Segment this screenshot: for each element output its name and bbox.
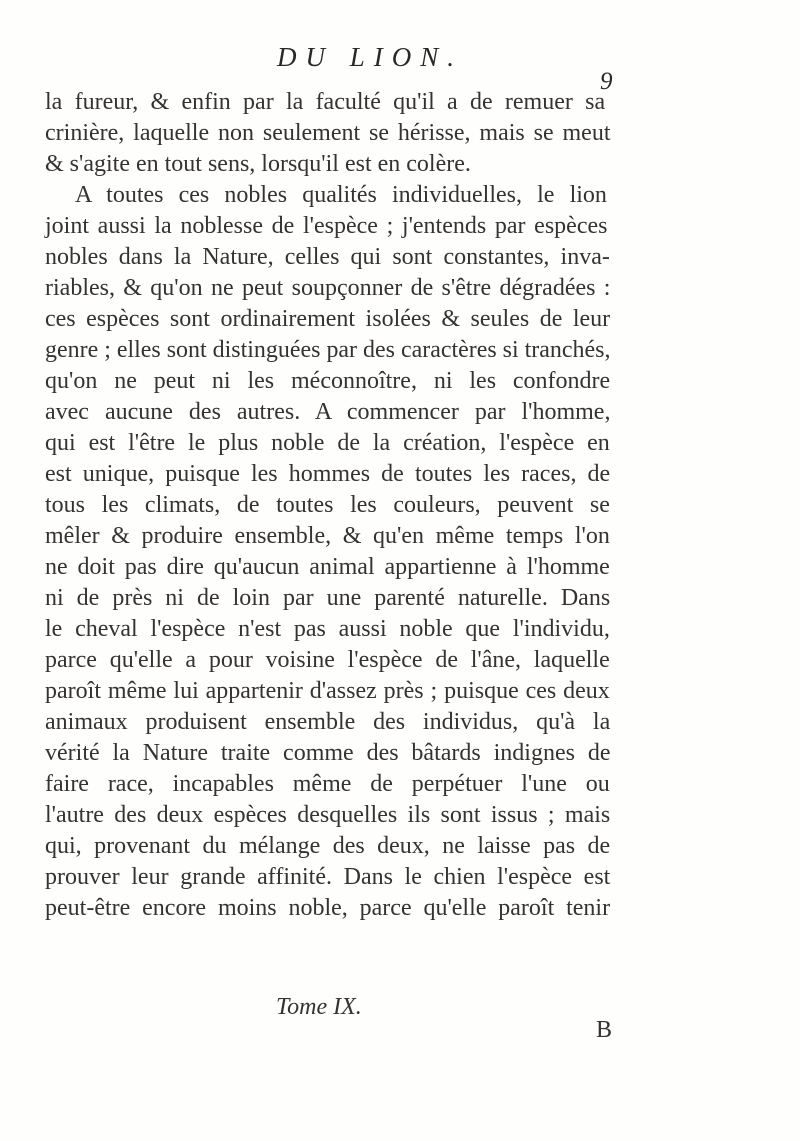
- text-line: avec aucune des autres. A commencer par l'homme,: [45, 399, 611, 425]
- text-line: tous les climats, de toutes les couleurs, peuvent se: [45, 492, 610, 518]
- text-line: est unique, puisque les hommes de toutes les races, de: [45, 461, 611, 487]
- text-line: ne doit pas dire qu'aucun animal appartienne à l'homme: [45, 554, 610, 580]
- text-line: riables, & qu'on ne peut soupçonner de s'être dégradées :: [45, 275, 611, 301]
- text-line: la fureur, & enfin par la faculté qu'il a de remuer sa: [45, 89, 606, 115]
- text-line: prouver leur grande affinité. Dans le chien l'espèce est: [45, 864, 611, 890]
- text-line: crinière, laquelle non seulement se hérisse, mais se meut: [45, 120, 611, 146]
- text-line: A toutes ces nobles qualités individuelles, le lion: [75, 182, 607, 208]
- text-line: ces espèces sont ordinairement isolées & seules de leur: [45, 306, 611, 332]
- text-line: ni de près ni de loin par une parenté naturelle. Dans: [45, 585, 611, 611]
- text-line: peut-être encore moins noble, parce qu'elle paroît tenir: [45, 895, 611, 921]
- text-line: mêler & produire ensemble, & qu'en même temps l'on: [45, 523, 610, 549]
- signature-mark: B: [596, 1017, 613, 1043]
- text-line: l'autre des deux espèces desquelles ils sont issus ; mais: [45, 802, 611, 828]
- text-line: le cheval l'espèce n'est pas aussi noble que l'individu,: [45, 616, 610, 642]
- text-line: faire race, incapables même de perpétuer l'une ou: [45, 771, 610, 797]
- text-line: nobles dans la Nature, celles qui sont constantes, inva-: [45, 244, 610, 270]
- volume-label: Tome IX.: [276, 994, 362, 1020]
- text-line: qu'on ne peut ni les méconnoître, ni les confondre: [45, 368, 611, 394]
- text-line: parce qu'elle a pour voisine l'espèce de l'âne, laquelle: [45, 647, 610, 673]
- text-line: qui, provenant du mélange des deux, ne laisse pas de: [45, 833, 611, 859]
- text-line: joint aussi la noblesse de l'espèce ; j'entends par espèces: [45, 213, 608, 239]
- running-head: DU LION.: [276, 42, 463, 72]
- page-number: 9: [600, 68, 613, 95]
- text-line: & s'agite en tout sens, lorsqu'il est en colère.: [45, 151, 471, 177]
- text-line: vérité la Nature traite comme des bâtards indignes de: [45, 740, 611, 766]
- text-line: qui est l'être le plus noble de la création, l'espèce en: [45, 430, 610, 456]
- text-line: genre ; elles sont distinguées par des caractères si tranchés,: [45, 337, 611, 363]
- text-line: paroît même lui appartenir d'assez près ; puisque ces deux: [45, 678, 610, 704]
- text-line: animaux produisent ensemble des individus, qu'à la: [45, 709, 611, 735]
